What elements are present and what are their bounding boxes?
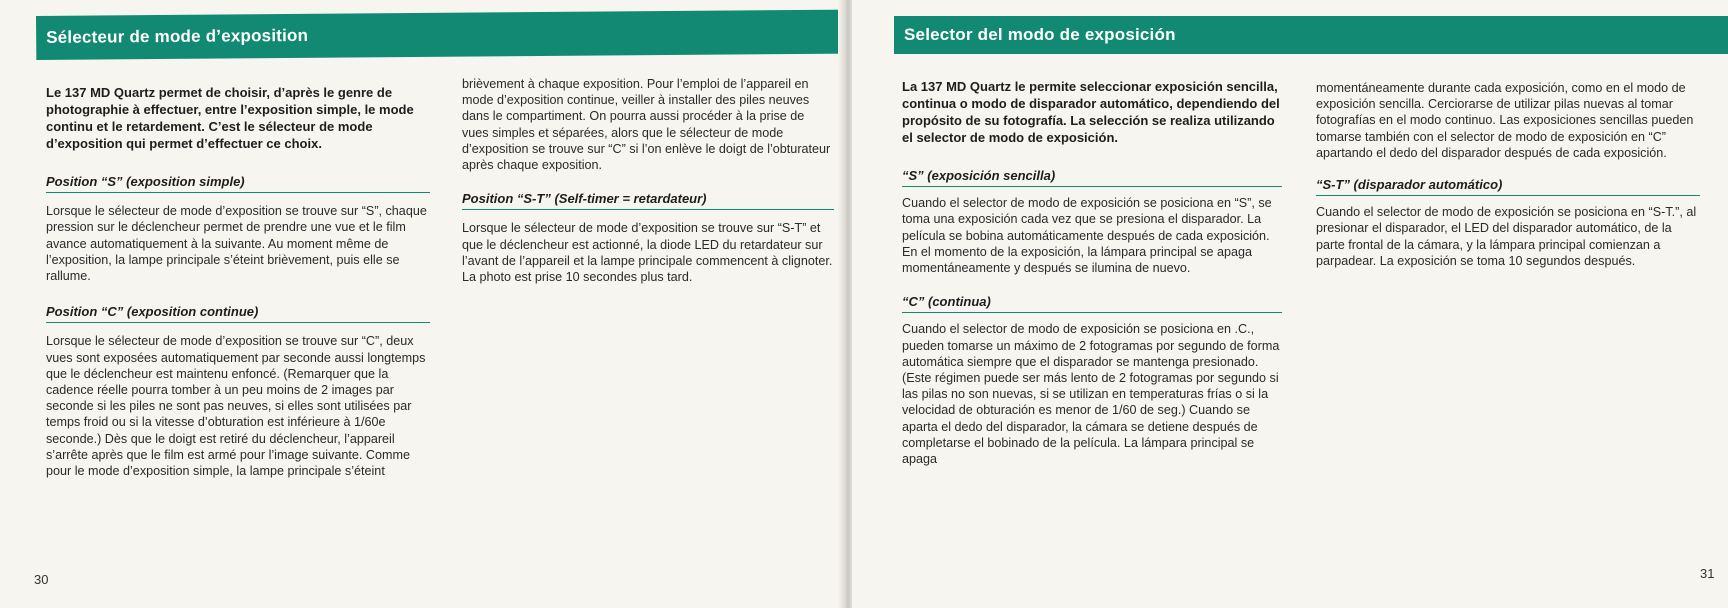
body-position-st-right: Cuando el selector de modo de exposición se posiciona en “S-T.”, al presionar el disparador, el LED del disparador automático, de la parte frontal de la cámara, y la lámpara principal comienzan a parpadear. La exposición se toma 10 segundos después. <box>1316 205 1697 268</box>
continuation-paragraph-right: momentáneamente durante cada exposición, como en el modo de exposición sencilla. Cerciorarse de utilizar pilas nuevas al tomar fotografías en el modo continuo. Las exposiciones sencillas pueden tomarse también con el selector de modo de exposición en “C” apartando el dedo del disparador después de cada exposición. <box>1316 81 1694 160</box>
body-position-s-right: Cuando el selector de modo de exposición se posiciona en “S”, se toma una exposición cada vez que se presiona el disparador. La película se bobina automáticamente después de cada exposición. En el momento de la exposición, la lámpara principal se apaga momentáneamente y después se ilumina de nuevo. <box>902 196 1272 276</box>
intro-paragraph-left: Le 137 MD Quartz permet de choisir, d’après le genre de photographie à effectuer, entre l’exposition simple, le mode continu et le retardement. C’est le sélecteur de mode d’exposition qui permet d’effectuer ce choix. <box>46 85 414 151</box>
left-column-2 <box>462 76 834 285</box>
right-column-1 <box>902 78 1282 467</box>
page-left-french <box>0 0 846 608</box>
page-title-left: Sélecteur de mode d’exposition <box>36 10 846 60</box>
page-number-right: 31 <box>1700 566 1715 581</box>
body-position-c-right: Cuando el selector de modo de exposición se posiciona en .C., pueden tomarse un máximo de 2 fotogramas por segundo de forma automática siempre que el disparador se mantenga presionado. (Este régimen puede ser más lento de 2 fotogramas por segundo si las pilas no son nuevas, si se utilizan en temperaturas frías o si la velocidad de obturación es menor de 1/60 de seg.) Cuando se aparta el dedo del disparador, la cámara se detiene después de completarse el bobinado de la película. La lámpara principal se apaga <box>902 322 1280 467</box>
page-right-spanish <box>852 0 1728 608</box>
right-column-2 <box>1316 80 1700 269</box>
body-position-st-left: Lorsque le sélecteur de mode d’exposition se trouve sur “S-T” et que le déclencheur est actionné, la diode LED du retardateur sur l’avant de l’appareil et la lampe principale commencent à clignoter. La photo est prise 10 secondes plus tard. <box>462 221 833 285</box>
intro-paragraph-right: La 137 MD Quartz le permite seleccionar exposición sencilla, continua o modo de disparador automático, dependiendo del propósito de su fotografía. La selección se realiza utilizando el selector de modo de exposición. <box>902 79 1280 145</box>
heading-position-st-right: “S-T” (disparador automático) <box>1316 177 1700 196</box>
body-position-c-left: Lorsque le sélecteur de mode d’exposition se trouve sur “C”, deux vues sont exposées automatiquement par seconde aussi longtemps que le déclencheur est maintenu enfoncé. (Remarquer que la cadence réelle pourra tomber à un peu moins de 2 images par seconde si les piles ne sont pas neuves, si elles sont utilisées par temps froid ou si la vitesse d’obturation est inférieure à 1/60e seconde.) Dès que le doigt est retiré du déclencheur, l’appareil s’arrête après que le film est armé pour l’image suivante. Comme pour le mode d’exposition simple, la lampe principale s’éteint <box>46 334 426 479</box>
heading-position-c-left: Position “C” (exposition continue) <box>46 304 430 323</box>
left-column-1 <box>46 84 430 479</box>
page-title-right: Selector del modo de exposición <box>894 16 1728 54</box>
page-number-left: 30 <box>34 572 49 587</box>
heading-position-c-right: “C” (continua) <box>902 294 1282 313</box>
heading-position-s-left: Position “S” (exposition simple) <box>46 174 430 193</box>
continuation-paragraph-left: brièvement à chaque exposition. Pour l’emploi de l’appareil en mode d’exposition continue, veiller à installer des piles neuves dans le compartiment. On pourra aussi procéder à la prise de vues simples et séparées, alors que le sélecteur de mode d’exposition se trouve sur “C” si l’on enlève le doigt de l’obturateur après chaque exposition. <box>462 77 831 173</box>
heading-position-s-right: “S” (exposición sencilla) <box>902 168 1282 187</box>
body-position-s-left: Lorsque le sélecteur de mode d’exposition se trouve sur “S”, chaque pression sur le déclencheur permet de prendre une vue et le film avance automatiquement à la suivante. Au moment même de l’exposition, la lampe principale s’éteint brièvement, puis elle se rallume. <box>46 204 427 284</box>
heading-position-st-left: Position “S-T” (Self-timer = retardateur) <box>462 191 834 210</box>
